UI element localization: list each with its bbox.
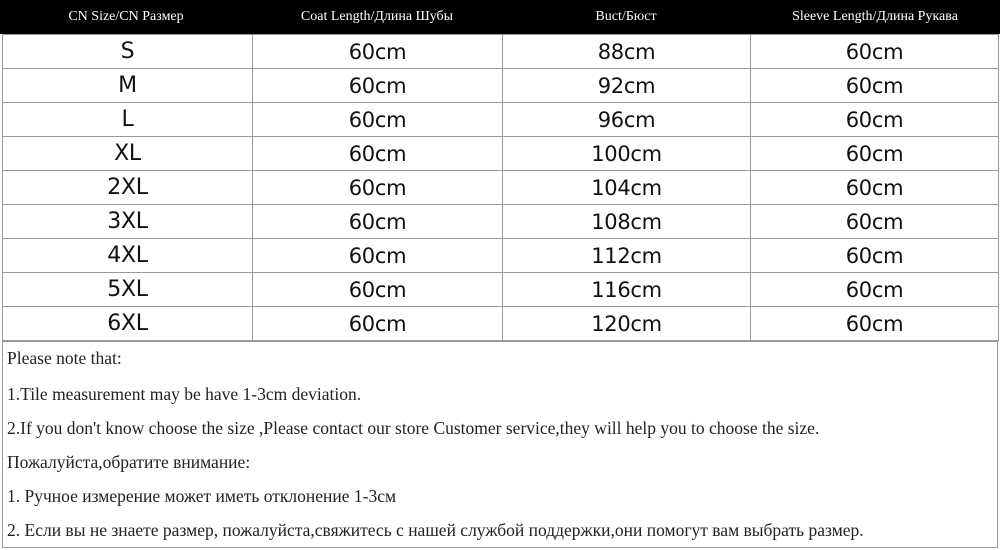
size-cell: M [3,69,253,103]
coat-length-cell: 60cm [253,171,503,205]
notes-box [2,341,998,548]
table-row [3,35,999,69]
note-line: 2. Если вы не знаете размер, пожалуйста,свяжитесь с нашей службой поддержки,они помогут вам выбрать размер. [7,520,864,540]
bust-cell: 120cm [503,307,751,341]
coat-length-cell: 60cm [253,205,503,239]
size-cell: L [3,103,253,137]
table-row [3,205,999,239]
bust-cell: 112cm [503,239,751,273]
table-row [3,239,999,273]
sleeve-length-cell: 60cm [751,205,999,239]
note-heading-en: Please note that: [7,348,122,368]
note-line: 1. Ручное измерение может иметь отклонение 1-3см [7,486,397,506]
coat-length-cell: 60cm [253,35,503,69]
bust-cell: 104cm [503,171,751,205]
table-row [3,103,999,137]
bust-cell: 92cm [503,69,751,103]
bust-cell: 108cm [503,205,751,239]
header-bust: Buct/Бюст [595,9,657,24]
bust-cell: 88cm [503,35,751,69]
size-table [2,34,999,341]
bust-cell: 100cm [503,137,751,171]
size-cell: 2XL [3,171,253,205]
coat-length-cell: 60cm [253,103,503,137]
note-line: 2.If you don't know choose the size ,Please contact our store Customer service,they will help you to choose the size. [7,418,820,438]
coat-length-cell: 60cm [253,273,503,307]
note-heading-ru: Пожалуйста,обратите внимание: [7,452,251,472]
sleeve-length-cell: 60cm [751,69,999,103]
table-header [0,0,1000,34]
coat-length-cell: 60cm [253,239,503,273]
sleeve-length-cell: 60cm [751,307,999,341]
header-size: CN Size/CN Размер [68,9,184,24]
coat-length-cell: 60cm [253,307,503,341]
sleeve-length-cell: 60cm [751,35,999,69]
size-cell: 6XL [3,307,253,341]
header-sleeve-length: Sleeve Length/Длина Рукава [792,9,958,24]
size-cell: S [3,35,253,69]
note-line: 1.Tile measurement may be have 1-3cm deviation. [7,384,362,404]
sleeve-length-cell: 60cm [751,273,999,307]
table-row [3,137,999,171]
table-row [3,307,999,341]
sleeve-length-cell: 60cm [751,239,999,273]
sleeve-length-cell: 60cm [751,103,999,137]
size-cell: 5XL [3,273,253,307]
sleeve-length-cell: 60cm [751,137,999,171]
table-row [3,69,999,103]
size-cell: XL [3,137,253,171]
size-cell: 4XL [3,239,253,273]
table-row [3,171,999,205]
header-coat-length: Coat Length/Длина Шубы [300,9,454,24]
coat-length-cell: 60cm [253,69,503,103]
size-cell: 3XL [3,205,253,239]
table-row [3,273,999,307]
bust-cell: 116cm [503,273,751,307]
coat-length-cell: 60cm [253,137,503,171]
bust-cell: 96cm [503,103,751,137]
sleeve-length-cell: 60cm [751,171,999,205]
